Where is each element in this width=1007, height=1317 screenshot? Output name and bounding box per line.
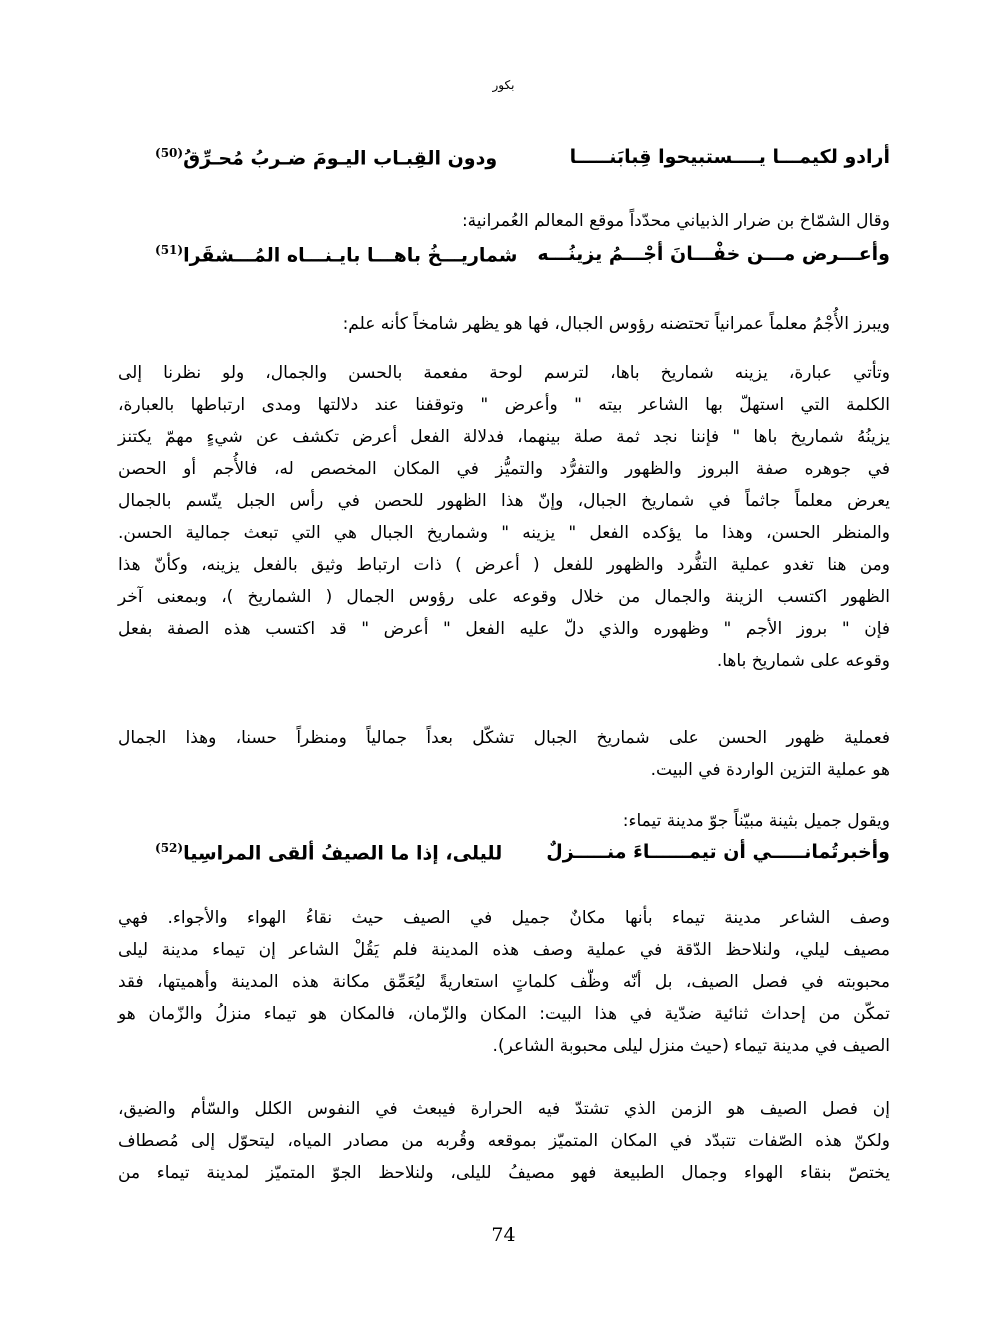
verse-50-first-hemistich: أرادو لكيمـــا يــــستبيحوا قِبابَنـــــا bbox=[569, 146, 890, 168]
page-number: 74 bbox=[491, 1224, 516, 1246]
intro-52 bbox=[118, 805, 890, 837]
verse-51-second-hemistich-wrap bbox=[155, 243, 517, 266]
verse-51-second-hemistich: شماريـــخُ باهـــا بايـنـــاه المُـــشقَرا bbox=[183, 244, 518, 267]
paragraph-2-line: وقوعه على شماريخ باها. bbox=[716, 651, 890, 671]
paragraph-1-line: ويبرز الأُجْمُ معلماً عمرانياً تحتضنه رؤوس الجبال، فها هو يظهر شامخاً كأنه علم: bbox=[342, 314, 890, 334]
paragraph-4-line: محبوبته في فصل الصيف، بل أنّه وظّف كلماتٍ استعاريةً ليُعَمِّق مكانة هذه المدينة وأهميتها، فقد bbox=[118, 972, 890, 992]
paragraph-2-line: يزينُهُ شماريخ باها " فإننا نجد ثمة صلة بينهما، فدلالة الفعل أعرض تكشف عن شيءٍ مهمّ يكتنز bbox=[118, 427, 890, 447]
running-header: بكور bbox=[492, 78, 515, 92]
paragraph-4-line: الصيف في مدينة تيماء (حيث منزل ليلى محبوبة الشاعر). bbox=[492, 1036, 890, 1056]
paragraph-2-line: الكلمة التي استهلّ بها الشاعر بيته " وأعرض " وتوقفنا عند دلالتها ومدى ارتباطها بالعبارة، bbox=[118, 395, 890, 415]
paragraph-5-line: إن فصل الصيف هو الزمن الذي تشتدّ فيه الحرارة فيبعث في النفوس الكلل والسّأم والضيق، bbox=[118, 1099, 890, 1119]
footnote-ref-50: (50) bbox=[155, 146, 184, 160]
paragraph-2-line: وتأتي عبارة، يزينه شماريخ باها، لترسم لوحة مفعمة بالحسن والجمال، ولو نظرنا إلى bbox=[118, 363, 890, 383]
paragraph-5-line: ولكنّ هذه الصّفات تتبدّد في المكان المتميّز بموقعه وقُربه من مصادر المياه، ليتحوّل إلى مُصطاف bbox=[118, 1131, 890, 1151]
paragraph-2-line: الظهور اكتسب الزينة والجمال من خلال وقوعه على رؤوس الجمال ( الشماريخ )، وبمعنى آخر bbox=[118, 587, 890, 607]
paragraph-2-line: فإن " بروز الأجم " وظهوره والذي دلّ عليه الفعل " أعرض " قد اكتسب هذه الصفة بفعل bbox=[118, 619, 890, 639]
intro-52-text: ويقول جميل بثينة مبيّناً جوّ مدينة تيماء: bbox=[622, 811, 890, 831]
paragraph-2 bbox=[118, 357, 890, 677]
paragraph-4-line: تمكّن من إحداث ثنائية ضدّية في هذا البيت: المكان والزّمان، فالمكان هو تيماء منزلُ والزّمان هو bbox=[118, 1004, 890, 1024]
footnote-ref-51: (51) bbox=[155, 243, 184, 257]
verse-52-first-hemistich: وأخبرتُمانـــــي أن تيمــــــاءَ منـــــزلٌ bbox=[546, 841, 890, 863]
paragraph-2-line: ومن هنا تغدو عملية التفُّرد والظهور للفعل ( أعرض ) ذات ارتباط وثيق بالفعل يزينه، وكأنّ هذا bbox=[118, 555, 890, 575]
verse-50-second-hemistich-wrap bbox=[155, 146, 497, 169]
paragraph-1 bbox=[118, 308, 890, 340]
verse-51-first-hemistich: وأعـــرض مـــن خفْـــانَ أجْـــمُ يزينُـــه bbox=[537, 243, 890, 265]
intro-51-text: وقال الشمّاخ بن ضرار الذبياني محدّداً موقع المعالم العُمرانية: bbox=[461, 211, 890, 231]
paragraph-2-line: في جوهره صفة البروز والظهور والتفرُّد والتميُّز في المكان المخصص له، فالأُجم أو الحصن bbox=[118, 459, 890, 479]
paragraph-4-line: وصف الشاعر مدينة تيماء بأنها مكانٌ جميل في الصيف حيث نقاءُ الهواء والأجواء. فهي bbox=[118, 908, 890, 928]
paragraph-2-line: يعرض معلماً جاثماً في شماريخ الجبال، وإنّ هذا الظهور للحصن في رأس الجبل يتّسم بالجمال bbox=[118, 491, 890, 511]
verse-52-second-hemistich-wrap bbox=[155, 841, 502, 864]
paragraph-5-line: يختصّ بنقاء الهواء وجمال الطبيعة فهو مصيفُ لليلى، ولنلاحظ الجوّ المتميّز لمدينة تيماء من bbox=[118, 1163, 890, 1183]
intro-51 bbox=[118, 205, 890, 237]
paragraph-3-line: هو عملية التزين الواردة في البيت. bbox=[650, 760, 890, 780]
verse-52-second-hemistich: لليلى، إذا ما الصيفُ ألقى المراسِيا bbox=[183, 842, 503, 865]
verse-50-second-hemistich: ودون القِبـاب اليـومَ ضـربُ مُحـرِّقُ bbox=[183, 147, 498, 170]
footnote-ref-52: (52) bbox=[155, 841, 184, 855]
paragraph-3 bbox=[118, 722, 890, 786]
paragraph-3-line: فعملية ظهور الحسن على شماريخ الجبال تشكّل بعداً جمالياً ومنظراً حسنا، وهذا الجمال bbox=[118, 728, 890, 748]
paragraph-4-line: مصيف ليلي، ولنلاحظ الدّقة في عملية وصف هذه المدينة فلم يَقُلْ الشاعر إن تيماء مدينة ليلى bbox=[118, 940, 890, 960]
paragraph-2-line: والمنظر الحسن، وهذا ما يؤكده الفعل " يزينه " وشماريخ الجبال هي التي تبعث جمالية الحسن. bbox=[118, 523, 890, 543]
paragraph-5 bbox=[118, 1093, 890, 1189]
paragraph-4 bbox=[118, 902, 890, 1062]
